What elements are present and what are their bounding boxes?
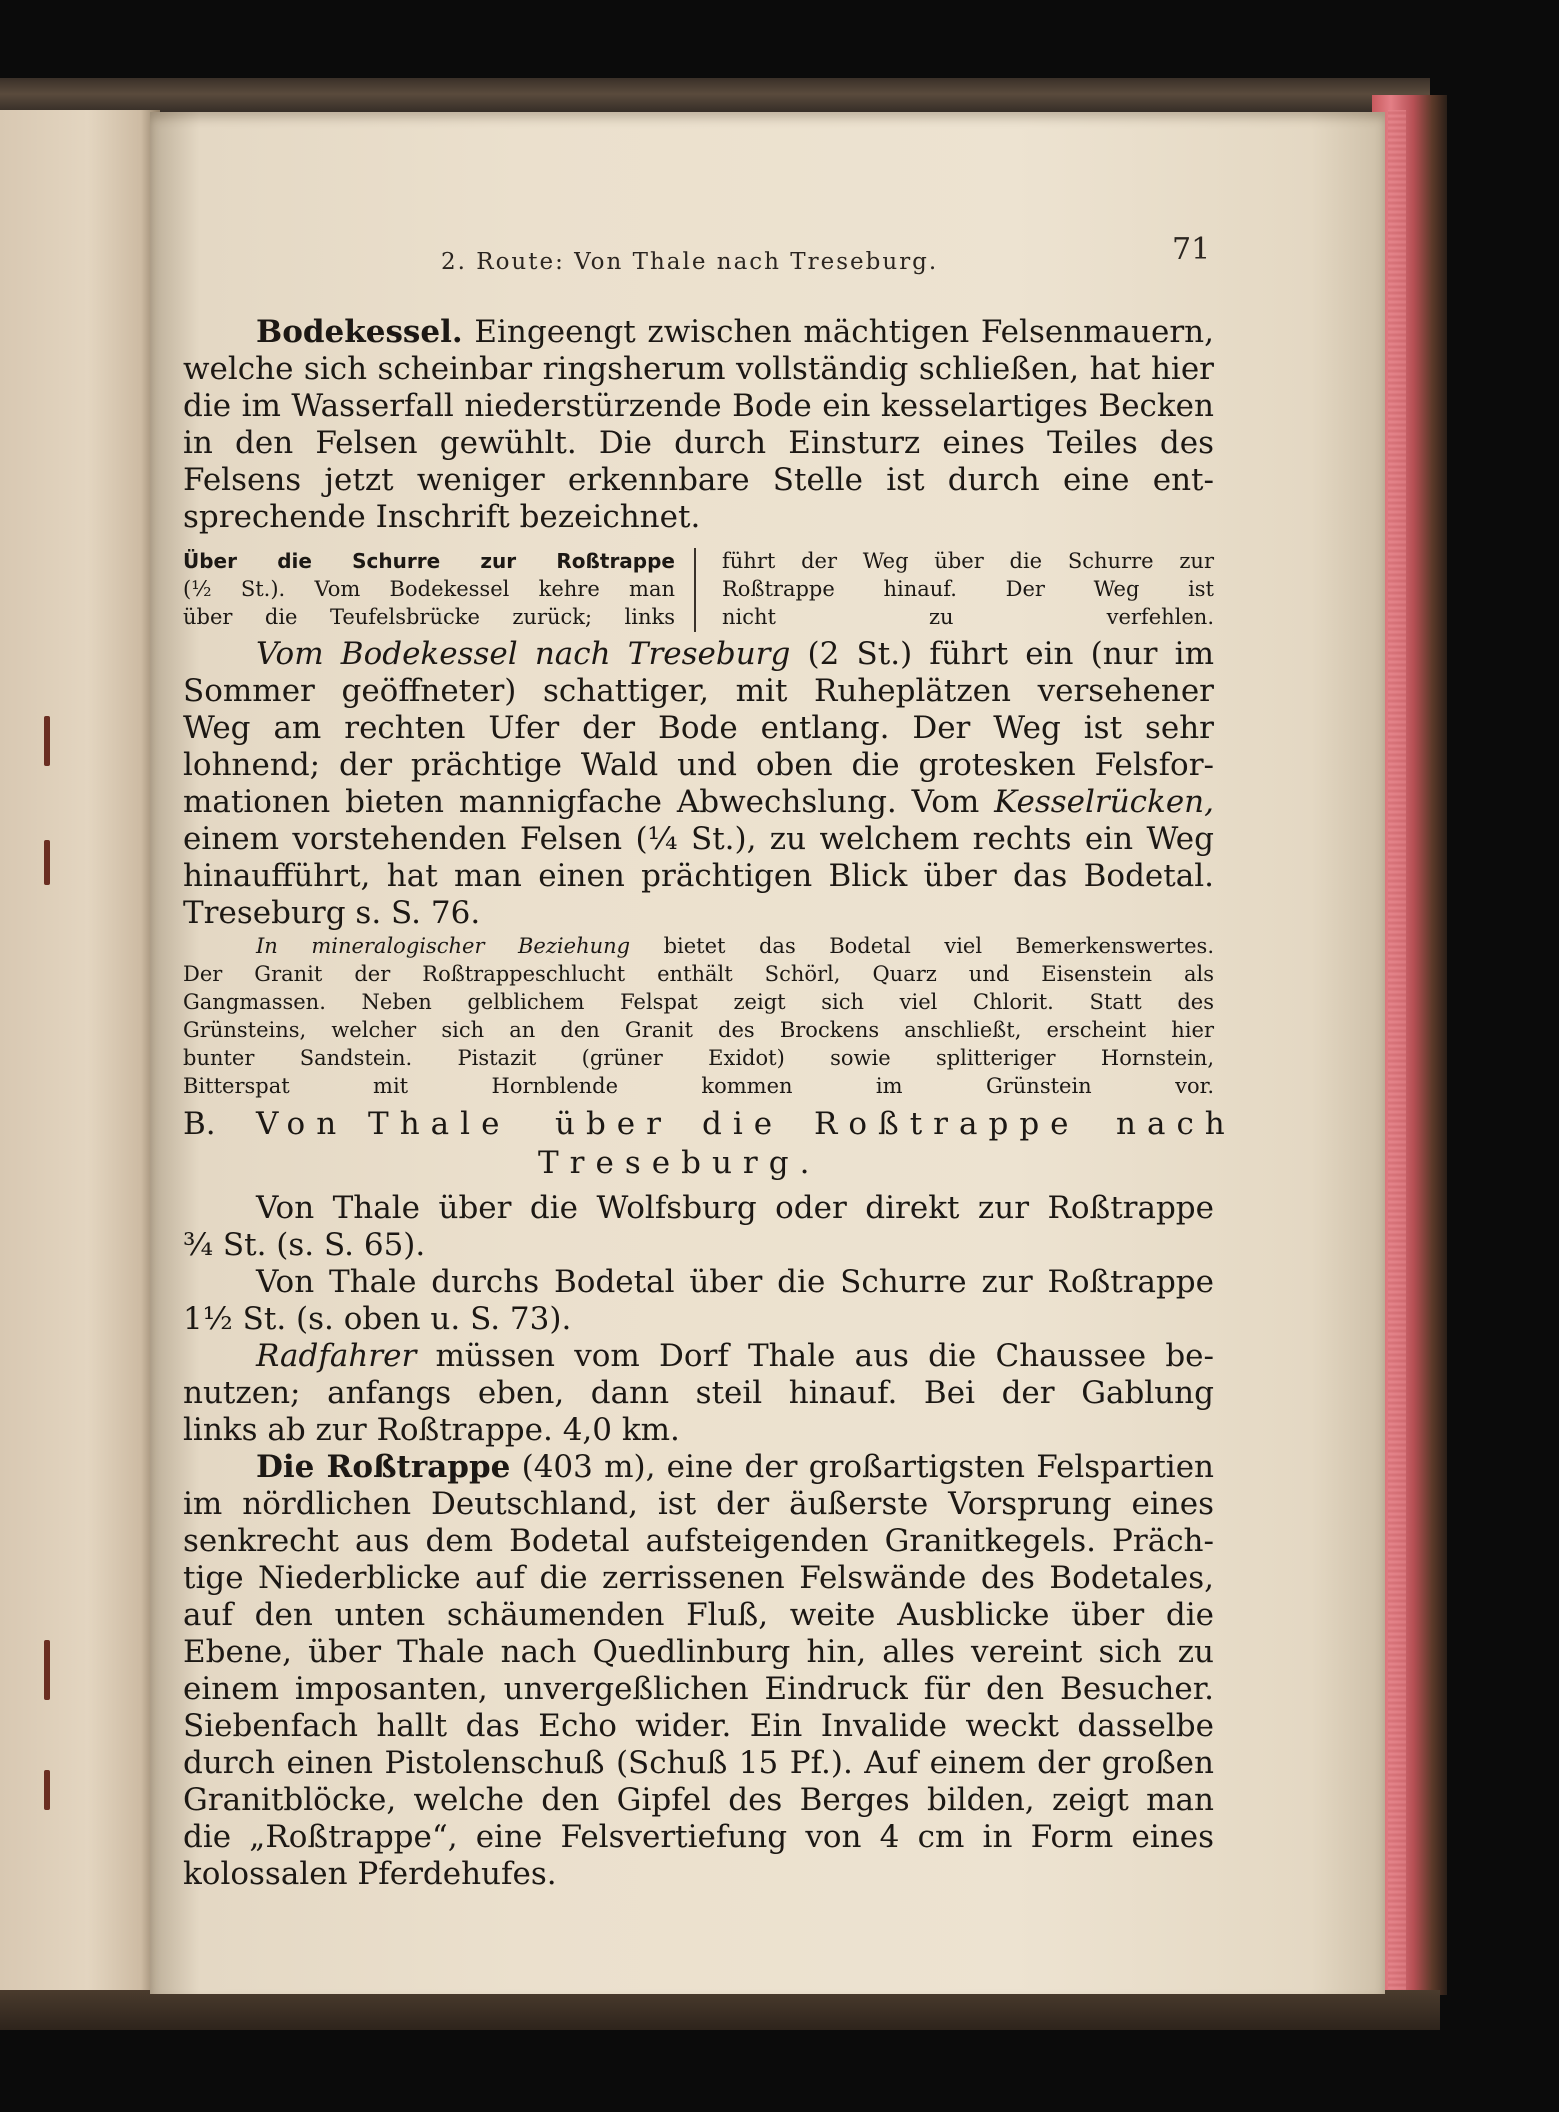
- text-line: ¾ St. (s. S. 65).: [183, 1227, 426, 1263]
- note-line: führt der Weg über die Schurre zur: [722, 549, 1214, 573]
- text-line: Von Thale durchs Bodetal über die Schurre zur Roßtrappe: [256, 1264, 1214, 1300]
- cyclists-heading: Radfahrer: [256, 1338, 417, 1374]
- text-line: lohnend; der prächtige Wald und oben die grotesken Felsfor-: [183, 747, 1214, 783]
- text-line: im nördlichen Deutschland, ist der äußerste Vorsprung eines: [183, 1486, 1214, 1522]
- text-line: Granitblöcke, welche den Gipfel des Berges bilden, zeigt man: [183, 1782, 1214, 1818]
- term-rosstrappe: Die Roßtrappe: [256, 1449, 511, 1485]
- text-line: einem imposanten, unvergeßlichen Eindruck für den Besucher.: [183, 1671, 1214, 1707]
- term-bodekessel: Bodekessel.: [256, 314, 463, 350]
- text-line: Bodekessel. Eingeengt zwischen mächtigen Felsenmauern,: [256, 314, 1214, 350]
- note-line: über die Teufelsbrücke zurück; links: [183, 605, 675, 629]
- small-line: Bitterspat mit Hornblende kommen im Grünstein vor.: [183, 1074, 1214, 1098]
- text-line: Von Thale über die Wolfsburg oder direkt zur Roßtrappe: [256, 1190, 1214, 1226]
- left-page-edge: [0, 110, 160, 1995]
- left-page-mark: [44, 716, 50, 766]
- small-line: bunter Sandstein. Pistazit (grüner Exidot) sowie splitteriger Hornstein,: [183, 1046, 1214, 1070]
- text-line: tige Niederblicke auf die zerrissenen Felswände des Bodetales,: [183, 1560, 1214, 1596]
- book-bottom-edge: [0, 1990, 1440, 2030]
- text-line: Sommer geöffneter) schattiger, mit Ruheplätzen versehener: [183, 673, 1214, 709]
- note-line: Roßtrappe hinauf. Der Weg ist: [722, 577, 1214, 601]
- text-line: hinaufführt, hat man einen prächtigen Blick über das Bodetal.: [183, 858, 1214, 894]
- text-line: Ebene, über Thale nach Quedlinburg hin, alles vereint sich zu: [183, 1634, 1214, 1670]
- text-line: Die Roßtrappe (403 m), eine der großartigsten Felspartien: [256, 1449, 1215, 1485]
- left-page-mark: [44, 840, 50, 885]
- text-line: 1½ St. (s. oben u. S. 73).: [183, 1301, 572, 1337]
- column-divider: [694, 548, 696, 632]
- text-line: die „Roßtrappe“, eine Felsvertiefung von 4 cm in Form eines: [183, 1819, 1214, 1855]
- text-line: sprechende Inschrift bezeichnet.: [183, 499, 701, 535]
- text-line: durch einen Pistolenschuß (Schuß 15 Pf.). Auf einem der großen: [183, 1745, 1214, 1781]
- note-term: Über die Schurre zur Roßtrappe: [183, 549, 675, 573]
- left-page-mark: [44, 1640, 50, 1700]
- page-number: 71: [1172, 232, 1211, 267]
- route-heading: Vom Bodekessel nach Treseburg: [256, 636, 791, 672]
- left-page-mark: [44, 1770, 50, 1810]
- text-line: auf den unten schäumenden Fluß, weite Ausblicke über die: [183, 1597, 1214, 1633]
- text-line: Weg am rechten Ufer der Bode entlang. Der Weg ist sehr: [183, 710, 1214, 746]
- small-line: In mineralogischer Beziehung bietet das Bodetal viel Bemerkenswertes.: [256, 934, 1214, 958]
- text-line: nutzen; anfangs eben, dann steil hinauf. Bei der Gablung: [183, 1375, 1214, 1411]
- text-line: in den Felsen gewühlt. Die durch Einsturz eines Teiles des: [183, 425, 1214, 461]
- text-line: kolossalen Pferdehufes.: [183, 1856, 557, 1892]
- text-line: einem vorstehenden Felsen (¼ St.), zu welchem rechts ein Weg: [183, 821, 1214, 857]
- text-line: die im Wasserfall niederstürzende Bode ein kesselartiges Becken: [183, 388, 1214, 424]
- note-line: (½ St.). Vom Bodekessel kehre man: [183, 577, 675, 601]
- note-line: nicht zu verfehlen.: [722, 605, 1214, 629]
- small-line: Gangmassen. Neben gelblichem Felspat zeigt sich viel Chlorit. Statt des: [183, 990, 1214, 1014]
- text-line: Felsens jetzt weniger erkennbare Stelle ist durch eine ent-: [183, 462, 1214, 498]
- text-line: links ab zur Roßtrappe. 4,0 km.: [183, 1412, 680, 1448]
- text-line: Vom Bodekessel nach Treseburg (2 St.) führt ein (nur im: [256, 636, 1214, 672]
- place-kesselruecken: Kesselrücken,: [994, 784, 1214, 820]
- note-line: [183, 549, 675, 573]
- text-line: Treseburg s. S. 76.: [183, 895, 481, 931]
- text-line: senkrecht aus dem Bodetal aufsteigenden Granitkegels. Präch-: [183, 1523, 1214, 1559]
- small-line: Der Granit der Roßtrappeschlucht enthält Schörl, Quarz und Eisenstein als: [183, 962, 1214, 986]
- text-line: mationen bieten mannigfache Abwechslung. Vom Kesselrücken,: [183, 784, 1214, 820]
- text-line: Radfahrer müssen vom Dorf Thale aus die Chaussee be-: [256, 1338, 1214, 1374]
- page-edges: [1388, 110, 1406, 1990]
- mineralogy-heading: In mineralogischer Beziehung: [256, 934, 631, 958]
- text-line: Siebenfach hallt das Echo wider. Ein Invalide weckt dasselbe: [183, 1708, 1214, 1744]
- scan-scene: 2. Route: Von Thale nach Treseburg. 71 Bodekessel. Eingeengt zwischen mächtigen Felsenmauern, welche sich scheinbar ringsherum vollständig schließen, hat hier die im Wasserfall niederstürzende Bode ein kesselartiges Becken in den Felsen gewühlt. Die durch Einsturz eines Teiles des Felsens jetzt weniger erkennbare Stelle ist durch eine ent- sprechende Inschrift bezeichnet. Über die Schurre zur Roßtrappe (½ St.). Vom Bodekessel kehre man über die Teufelsbrücke zurück; links führt der Weg über die Schurre zur Roßtrappe hinauf. Der Weg ist nicht zu verfehlen. Vom Bodekessel nach Treseburg (2 St.) führt ein (nur im Sommer geöffneter) schattiger, mit Ruheplätzen versehener Weg am rechten Ufer der Bode entlang. Der Weg ist sehr lohnend; der prächtige Wald und oben die grotesken Felsfor- mationen bieten mannigfache Abwechslung. Vom Kesselrücken, einem vorstehenden Felsen (¼ St.), zu welchem rechts ein Weg hinaufführt, hat man einen prächtigen Blick über das Bodetal. Treseburg s. S. 76. In mineralogischer Beziehung bietet das Bodetal viel Bemerkenswertes. Der Granit der Roßtrappeschlucht enthält Schörl, Quarz und Eisenstein als Gangmassen. Neben gelblichem Felspat zeigt sich viel Chlorit. Statt des Grünsteins, welcher sich an den Granit des Brockens anschließt, erscheint hier bunter Sandstein. Pistazit (grüner Exidot) sowie splitteriger Hornstein, Bitterspat mit Hornblende kommen im Grünstein vor. B. Von Thale über die Roßtrappe nach Treseburg. Von Thale über die Wolfsburg oder direkt zur Roßtrappe ¾ St. (s. S. 65). Von Thale durchs Bodetal über die Schurre zur Roßtrappe 1½ St. (s. oben u. S. 73). Radfahrer müssen vom Dorf Thale aus die Chaussee be- nutzen; anfangs eben, dann steil hinauf. Bei der Gablung links ab zur Roßtrappe. 4,0 km. Die Roßtrappe (403 m), eine der großartigsten Felspartien im nördlichen Deutschland, ist der äußerste Vorsprung eines senkrecht aus dem Bodetal aufsteigenden Granitkegels. Präch- tige Niederblicke auf die zerrissenen Felswände des Bodetales, auf den unten schäumenden Fluß, weite Ausblicke über die Ebene, über Thale nach Quedlinburg hin, alles vereint sich zu einem imposanten, unvergeßlichen Eindruck für den Besucher. Siebenfach hallt das Echo wider. Ein Invalide weckt dasselbe durch einen Pistolenschuß (Schuß 15 Pf.). Auf einem der großen Granitblöcke, welche den Gipfel des Berges bilden, zeigt man die „Roßtrappe“, eine Felsvertiefung von 4 cm in Form eines kolossalen Pferdehufes.: [0, 0, 1559, 2112]
- text-line: welche sich scheinbar ringsherum vollständig schließen, hat hier: [183, 351, 1214, 387]
- running-head: 2. Route: Von Thale nach Treseburg.: [441, 249, 939, 275]
- small-line: Grünsteins, welcher sich an den Granit des Brockens anschließt, erscheint hier: [183, 1018, 1214, 1042]
